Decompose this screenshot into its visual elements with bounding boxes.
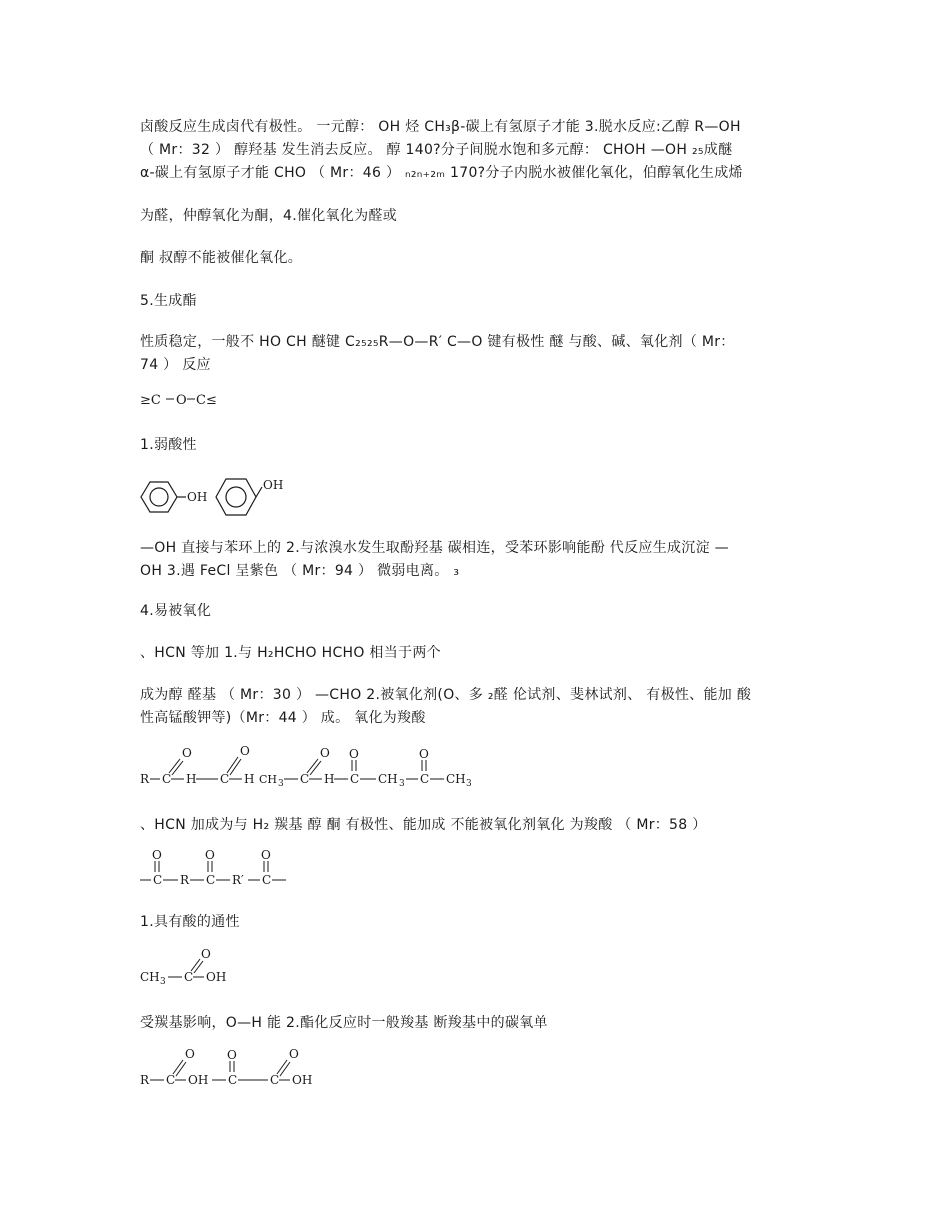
ket-o3: O: [261, 848, 271, 862]
section-heading-oxidation: 4.易被氧化: [140, 603, 212, 619]
ald-sub3-c: 3: [466, 779, 472, 789]
acid-o3: O: [289, 1047, 299, 1061]
ald-c2: C: [220, 772, 230, 786]
ald-c1: C: [162, 772, 172, 786]
ket-c1: C: [153, 873, 163, 887]
ald-o5: O: [419, 747, 429, 761]
acetic-oh: OH: [206, 970, 227, 984]
section-heading-ester: 5.生成酯: [140, 293, 197, 309]
acid-o1: O: [185, 1047, 195, 1061]
text-line-ketone: 、HCN 加成为与 H₂ 羰基 醇 酮 有极性、能加成 不能被氧化剂氧化 为羧酸 （ Mr：58 ）: [140, 817, 707, 833]
text-line-3: α-碳上有氢原子才能 CHO （ Mr：46 ） ₙ₂ₙ₊₂ₘ 170?分子内脱水被催化氧化，伯醇氧化生成烯: [140, 165, 743, 181]
phenol-oh-right: OH: [263, 478, 284, 492]
ald-c4: C: [350, 772, 360, 786]
text-line-5: 酮 叔醇不能被催化氧化。: [140, 250, 303, 266]
ald-ch3-c: CH: [446, 772, 466, 786]
text-line-2: （ Mr：32 ） 醇羟基 发生消去反应。 醇 140?分子间脱水饱和多元醇： CHOH —OH ₂₅成醚: [140, 142, 733, 158]
acid-r: R: [140, 1073, 150, 1087]
acid-o2: O: [227, 1048, 237, 1062]
phenol-oh-left: OH: [187, 490, 208, 504]
acetic-c: C: [184, 970, 194, 984]
text-line-phenol-1: —OH 直接与苯环上的 2.与浓溴水发生取酚羟基 碳相连，受苯环影响能酚 代反应生成沉淀 —: [140, 540, 729, 556]
text-line-ether-2: 74 ） 反应: [140, 357, 211, 373]
ether-oxygen: O: [176, 393, 187, 408]
ket-rprime: R′: [232, 873, 244, 887]
ketone-structure-figure: [138, 848, 298, 890]
ald-c3: C: [300, 772, 310, 786]
acetic-acid-figure: [138, 946, 238, 988]
text-line-4: 为醛，仲醇氧化为酮，4.催化氧化为醛或: [140, 208, 398, 224]
ald-o1: O: [182, 746, 192, 760]
ether-left-group: ≥C: [140, 393, 161, 408]
acid-c2: C: [228, 1073, 238, 1087]
acid-oh2: OH: [292, 1073, 313, 1087]
section-heading-weak-acid: 1.弱酸性: [140, 437, 197, 453]
ald-sub3-a: 3: [278, 779, 284, 789]
text-line-aldehyde-3: 性高锰酸钾等)（Mr：44 ） 成。 氧化为羧酸: [140, 710, 426, 726]
text-line-phenol-2: OH 3.遇 FeCl 呈紫色 （ Mr：94 ） 微弱电离。 ₃: [140, 563, 460, 579]
phenol-structure-figure: [138, 470, 298, 520]
ald-r: R: [140, 772, 150, 786]
acetic-o: O: [201, 947, 211, 961]
text-line-1: 卤酸反应生成卤代有极性。 一元醇： OH 烃 CH₃β-碳上有氢原子才能 3.脱水反应:乙醇 R—OH: [140, 119, 741, 135]
ald-h1: H: [186, 772, 197, 786]
section-heading-acid: 1.具有酸的通性: [140, 914, 240, 930]
text-line-ester-reaction: 受羰基影响，O—H 能 2.酯化反应时一般羧基 断羧基中的碳氧单: [140, 1015, 548, 1031]
text-line-aldehyde-1: 、HCN 等加 1.与 H₂HCHO HCHO 相当于两个: [140, 645, 441, 661]
text-line-ether-1: 性质稳定，一般不 HO CH 醚键 C₂₅₂₅R—O—R′ C—O 键有极性 醚 与酸、碱、氧化剂（ Mr：: [140, 334, 735, 350]
ket-c2: C: [206, 873, 216, 887]
ald-ch3-a: CH: [259, 773, 278, 786]
ald-ch2: CH: [378, 772, 398, 786]
ket-r: R: [180, 873, 190, 887]
ald-h3: H: [324, 772, 335, 786]
acid-c3: C: [270, 1073, 280, 1087]
carboxylic-acids-figure: [138, 1044, 328, 1090]
acetic-ch: CH: [140, 970, 160, 984]
ald-o2: O: [240, 744, 250, 758]
ether-structure-figure: [138, 388, 228, 410]
text-line-aldehyde-2: 成为醇 醛基 （ Mr：30 ） —CHO 2.被氧化剂(O、多 ₂醛 伦试剂、斐林试剂、 有极性、能加 酸: [140, 687, 752, 703]
ket-o1: O: [152, 848, 162, 862]
ket-o2: O: [205, 848, 215, 862]
acid-oh1: OH: [188, 1073, 209, 1087]
ald-c5: C: [420, 772, 430, 786]
ald-o3: O: [320, 746, 330, 760]
ether-right-group: C≤: [196, 393, 217, 408]
ald-h2: H: [244, 772, 255, 786]
acid-c1: C: [166, 1073, 176, 1087]
aldehyde-structure-figure: [138, 742, 478, 794]
ald-o4: O: [349, 747, 359, 761]
acetic-sub3: 3: [160, 977, 166, 987]
ald-sub3-b: 3: [399, 779, 405, 789]
ket-c3: C: [262, 873, 272, 887]
